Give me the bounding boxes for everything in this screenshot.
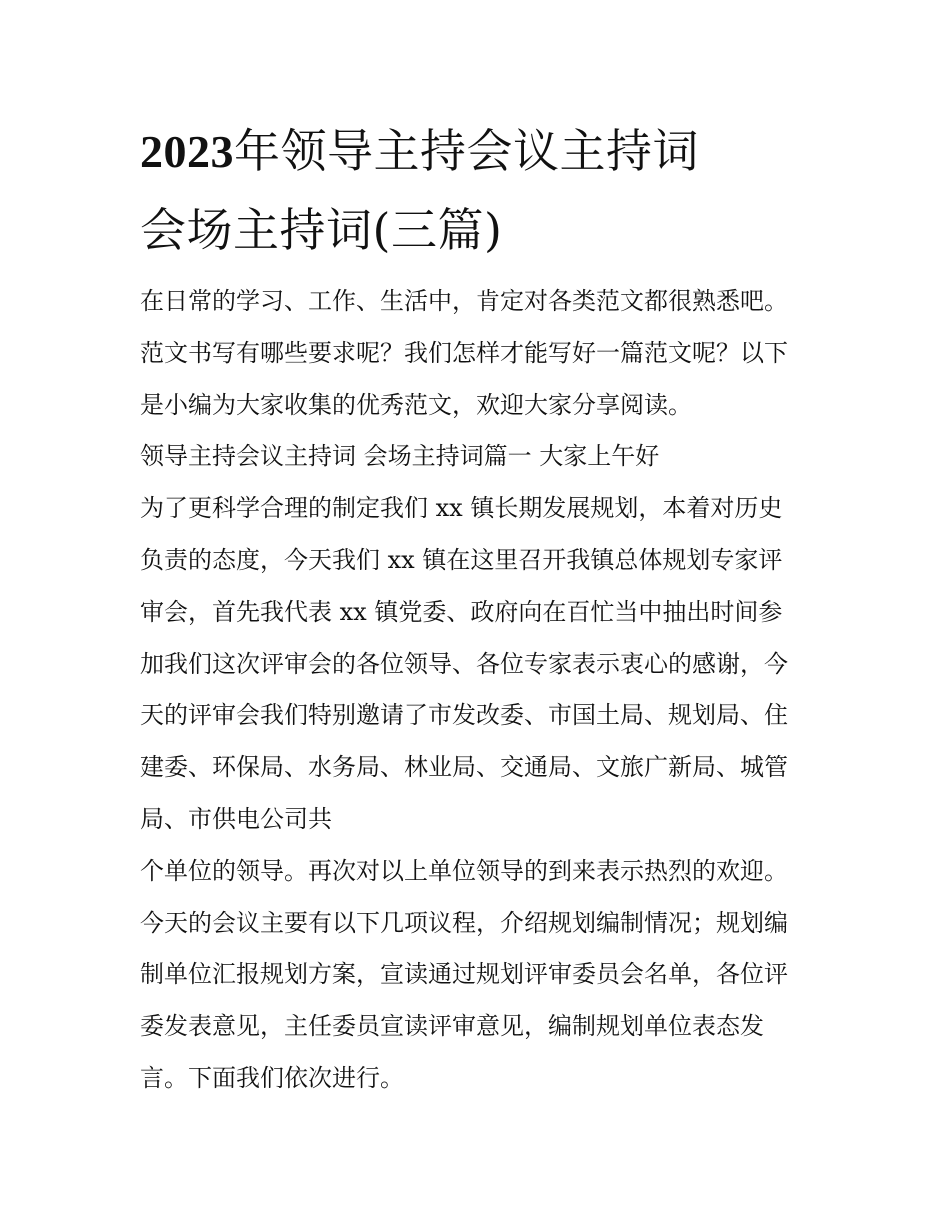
body-line: 委发表意见，主任委员宣读评审意见，编制规划单位表态发: [140, 1012, 764, 1041]
body-line: 加我们这次评审会的各位领导、各位专家表示衷心的感谢，今: [140, 649, 788, 678]
body-line: 负责的态度，今天我们 xx 镇在这里召开我镇总体规划专家评: [140, 545, 783, 574]
section-heading-line: 领导主持会议主持词 会场主持词篇一 大家上午好: [140, 442, 660, 471]
title-line-2: 会场主持词(三篇): [140, 203, 503, 257]
document-body: [140, 280, 820, 1109]
title-line-1: [140, 112, 820, 191]
body-line: 为了更科学合理的制定我们 xx 镇长期发展规划，本着对历史: [140, 494, 783, 523]
body-line: 制单位汇报规划方案，宣读通过规划评审委员会名单，各位评: [140, 960, 788, 989]
title-year: 2023: [140, 126, 234, 177]
body-line: 天的评审会我们特别邀请了市发改委、市国土局、规划局、住: [140, 701, 788, 730]
title-line-1-text: 年领导主持会议主持词: [234, 124, 699, 178]
body-line: 在日常的学习、工作、生活中，肯定对各类范文都很熟悉吧。: [140, 287, 788, 315]
body-line: 今天的会议主要有以下几项议程，介绍规划编制情况；规划编: [140, 908, 788, 937]
body-line: 是小编为大家收集的优秀范文，欢迎大家分享阅读。: [140, 390, 692, 419]
body-line: 建委、环保局、水务局、林业局、交通局、文旅广新局、城管: [140, 753, 788, 782]
document-title: [140, 112, 820, 269]
body-line: 局、市供电公司共: [140, 804, 332, 833]
body-line: 言。下面我们依次进行。: [140, 1063, 404, 1092]
body-line: 审会，首先我代表 xx 镇党委、政府向在百忙当中抽出时间参: [140, 597, 783, 626]
body-line: 个单位的领导。再次对以上单位领导的到来表示热烈的欢迎。: [140, 856, 788, 885]
body-line: 范文书写有哪些要求呢？我们怎样才能写好一篇范文呢？以下: [140, 338, 788, 367]
